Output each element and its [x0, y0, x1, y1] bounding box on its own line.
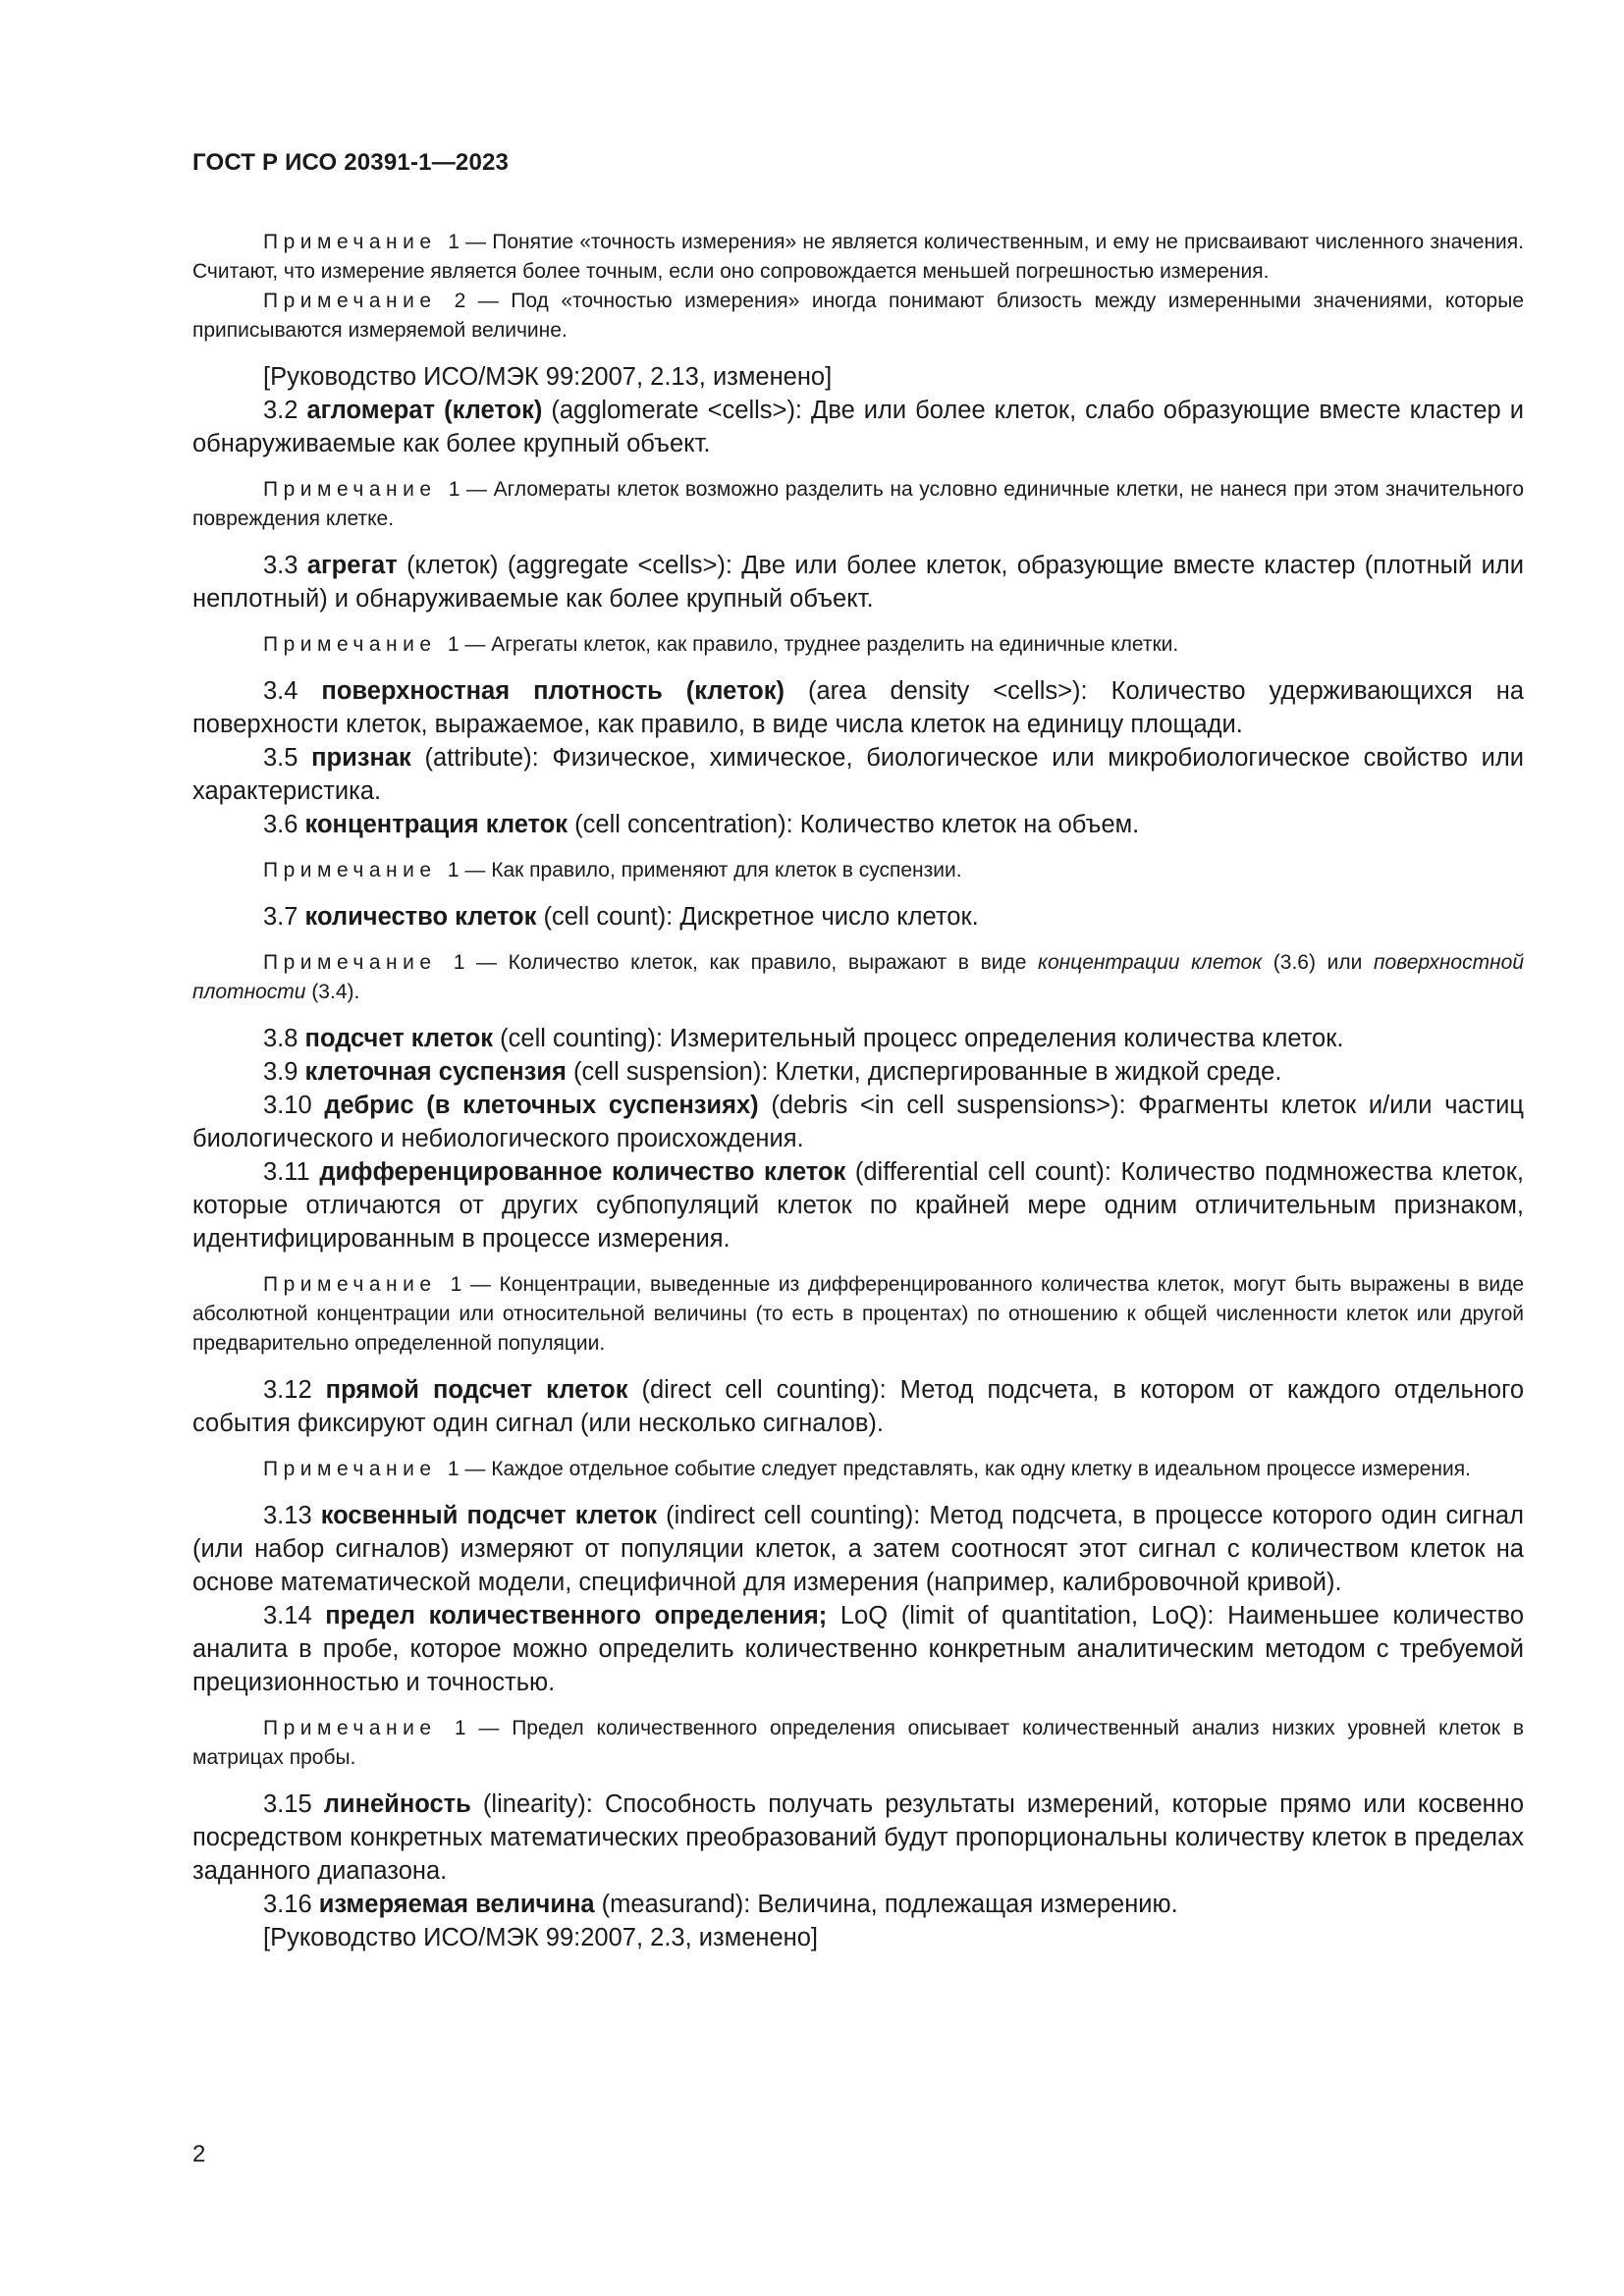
text-run: Агломераты клеток возможно разделить на условно единичные клетки, не нанеся при этом значительного повреждения клетке.: [192, 478, 1524, 530]
term-name: дифференцированное количество клеток: [319, 1158, 846, 1186]
document-code-header: ГОСТ Р ИСО 20391-1—2023: [192, 149, 510, 176]
document-body: [192, 228, 1524, 1954]
note-paragraph: [192, 1270, 1524, 1359]
term-name: концентрация клеток: [304, 811, 568, 838]
note-label: Примечание: [263, 1458, 448, 1480]
term-name: количество клеток: [304, 903, 537, 931]
note-label: Примечание: [263, 478, 449, 501]
term-name: линейность: [323, 1790, 471, 1818]
note-number: 1 —: [447, 859, 492, 881]
text-run: (differential cell count): Количество подмножества клеток, которые отличаются от других субпопуляций клеток по крайней мере одним отличительным признаком, идентифицированным в процессе измерения.: [192, 1158, 1524, 1253]
text-run: 3.16: [263, 1891, 319, 1918]
term-paragraph: [192, 1055, 1524, 1089]
note-number: 1 —: [453, 951, 509, 974]
note-label: Примечание: [263, 633, 448, 656]
text-run: (indirect cell counting): Метод подсчета, в процессе которого один сигнал (или набор сигналов) измеряют от популяции клеток, а затем соотносят этот сигнал с количеством клеток на основе математической модели, специфичной для измерения (например, калибровочной кривой).: [192, 1502, 1524, 1596]
text-run: 3.5: [263, 744, 312, 772]
text-run: (debris <in cell suspensions>): Фрагменты клеток и/или частиц биологического и небиологического происхождения.: [192, 1092, 1524, 1152]
text-run: Предел количественного определения описывает количественный анализ низких уровней клеток в матрицах пробы.: [192, 1717, 1524, 1769]
text-run: [Руководство ИСО/МЭК 99:2007, 2.13, изменено]: [263, 363, 833, 391]
term-reference: поверхностной плотности: [192, 951, 1524, 1003]
text-run: 3.2: [263, 397, 307, 424]
term-paragraph: [192, 1089, 1524, 1155]
term-name: прямой подсчет клеток: [325, 1376, 628, 1404]
term-paragraph: [192, 1499, 1524, 1599]
text-run: Концентрации, выведенные из дифференцированного количества клеток, могут быть выражены в виде абсолютной концентрации или относительной величины (то есть в процентах) по отношению к общей численности клеток или другой предварительно определенной популяции.: [192, 1273, 1524, 1355]
text-run: (cell count): Дискретное число клеток.: [536, 903, 979, 931]
text-run: (measurand): Величина, подлежащая измерению.: [594, 1891, 1178, 1918]
term-name: косвенный подсчет клеток: [320, 1502, 658, 1529]
text-run: Каждое отдельное событие следует представлять, как одну клетку в идеальном процессе измерения.: [491, 1458, 1471, 1480]
note-paragraph: [192, 475, 1524, 534]
term-name: поверхностная плотность (клеток): [321, 677, 785, 705]
note-number: 1 —: [448, 478, 494, 501]
text-run: Понятие «точность измерения» не является количественным, и ему не присваивают численного значения. Считают, что измерение является более точным, если оно сопровождается меньшей погрешностью измерения.: [192, 231, 1524, 283]
term-paragraph: [192, 1373, 1524, 1440]
term-paragraph: [192, 900, 1524, 934]
text-run: (linearity): Способность получать результаты измерений, которые прямо или косвенно посредством конкретных математических преобразований будут пропорциональны количеству клеток в пределах заданного диапазона.: [192, 1790, 1524, 1885]
note-number: 1 —: [447, 633, 492, 656]
text-run: Агрегаты клеток, как правило, труднее разделить на единичные клетки.: [491, 633, 1179, 656]
term-name: дебрис (в клеточных суспензиях): [324, 1092, 759, 1119]
text-run: (agglomerate <cells>): Две или более клеток, слабо образующие вместе кластер и обнаруживаемые как более крупный объект.: [192, 397, 1524, 457]
note-label: Примечание: [263, 1273, 451, 1296]
note-number: 1 —: [450, 1273, 500, 1296]
term-name: измеряемая величина: [318, 1891, 595, 1918]
text-run: (area density <cells>): Количество удерживающихся на поверхности клеток, выражаемое, как правило, в виде числа клеток на единицу площади.: [192, 677, 1524, 738]
text-run: 3.14: [263, 1602, 326, 1629]
term-reference: концентрации клеток: [1038, 951, 1263, 974]
term-paragraph: [192, 360, 1524, 394]
text-run: 3.7: [263, 903, 305, 931]
term-name: подсчет клеток: [304, 1025, 494, 1052]
term-name: предел количественного определения;: [325, 1602, 828, 1629]
term-paragraph: [192, 741, 1524, 808]
text-run: 3.3: [263, 552, 307, 579]
note-paragraph: [192, 1455, 1524, 1484]
note-paragraph: [192, 630, 1524, 660]
text-run: 3.9: [263, 1058, 305, 1086]
term-paragraph: [192, 1788, 1524, 1888]
note-label: Примечание: [263, 1717, 455, 1739]
text-run: (direct cell counting): Метод подсчета, в котором от каждого отдельного события фиксируют один сигнал (или несколько сигналов).: [192, 1376, 1525, 1437]
note-paragraph: [192, 1714, 1524, 1773]
note-paragraph: [192, 856, 1524, 885]
note-label: Примечание: [263, 951, 454, 974]
text-run: (3.6) или: [1262, 951, 1374, 974]
term-paragraph: [192, 1599, 1524, 1699]
text-run: Количество клеток, как правило, выражают в виде: [508, 951, 1039, 974]
text-run: Как правило, применяют для клеток в суспензии.: [491, 859, 962, 881]
note-label: Примечание: [263, 231, 449, 253]
term-name: клеточная суспензия: [304, 1058, 567, 1086]
text-run: 3.6: [263, 811, 305, 838]
page-number: 2: [192, 2141, 206, 2167]
note-number: 2 —: [454, 290, 512, 312]
text-run: 3.10: [263, 1092, 325, 1119]
note-number: 1 —: [454, 1717, 513, 1739]
note-paragraph: [192, 228, 1524, 287]
term-name: признак: [311, 744, 411, 772]
note-label: Примечание: [263, 290, 455, 312]
text-run: (клеток) (aggregate <cells>): Две или более клеток, образующие вместе кластер (плотный или неплотный) и обнаруживаемые как более крупный объект.: [192, 552, 1524, 613]
text-run: LoQ (limit of quantitation, LoQ): Наименьшее количество аналита в пробе, которое можно определить количественно конкретным аналитическим методом с требуемой прецизионностью и точностью.: [192, 1602, 1525, 1696]
text-run: 3.15: [263, 1790, 324, 1818]
text-run: 3.4: [263, 677, 322, 705]
term-paragraph: [192, 674, 1524, 741]
note-paragraph: [192, 948, 1524, 1007]
term-paragraph: [192, 1155, 1524, 1255]
term-paragraph: [192, 1888, 1524, 1921]
term-paragraph: [192, 549, 1524, 615]
text-run: (attribute): Физическое, химическое, биологическое или микробиологическое свойство или характеристика.: [192, 744, 1524, 805]
note-paragraph: [192, 287, 1524, 346]
note-number: 1 —: [448, 231, 493, 253]
term-paragraph: [192, 1022, 1524, 1055]
term-name: агломерат (клеток): [306, 397, 543, 424]
text-run: Под «точностью измерения» иногда понимают близость между измеренными значениями, которые приписываются измеряемой величине.: [192, 290, 1524, 342]
term-paragraph: [192, 1921, 1524, 1954]
term-paragraph: [192, 808, 1524, 841]
note-number: 1 —: [447, 1458, 492, 1480]
text-run: 3.8: [263, 1025, 305, 1052]
term-paragraph: [192, 394, 1524, 460]
text-run: [Руководство ИСО/МЭК 99:2007, 2.3, изменено]: [263, 1924, 819, 1951]
text-run: 3.11: [263, 1158, 320, 1186]
text-run: (cell concentration): Количество клеток на объем.: [568, 811, 1140, 838]
term-name: агрегат: [306, 552, 398, 579]
text-run: (3.4).: [305, 981, 360, 1003]
note-label: Примечание: [263, 859, 448, 881]
text-run: (cell suspension): Клетки, диспергированные в жидкой среде.: [566, 1058, 1282, 1086]
text-run: (cell counting): Измерительный процесс определения количества клеток.: [493, 1025, 1344, 1052]
text-run: 3.12: [263, 1376, 326, 1404]
text-run: 3.13: [263, 1502, 321, 1529]
